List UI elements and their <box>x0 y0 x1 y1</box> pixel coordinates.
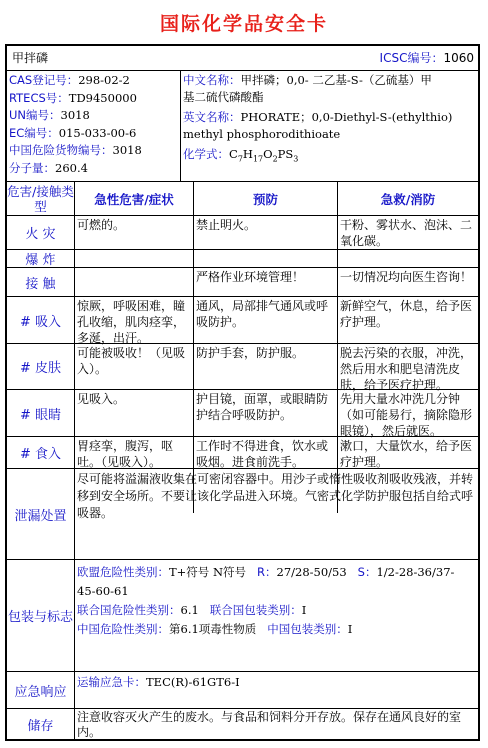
spill-label: 泄漏处置 <box>14 508 67 524</box>
packaging-label: 包装与标志 <box>7 610 73 625</box>
ec-label: EC编号： <box>9 125 59 140</box>
cn-pack-label: 中国包装类别： <box>267 622 348 636</box>
row-eyes-aid: 先用大量水冲洗几分钟（如可能易行，摘除隐形眼镜），然后就医。 <box>340 392 473 438</box>
chinese-name-value-2: 基二硫代磷酸酯 <box>183 89 264 104</box>
rtecs-label: RTECS号： <box>9 90 69 105</box>
cn-dangerous-goods-label: 中国危险货物编号： <box>9 143 113 158</box>
spill-text: 尽可能将溢漏液收集在可密闭容器中。用沙子或惰性吸收剂吸收残液，并转移到安全场所。不要让该化学品进入环境。气密式化学防护服包括自给式呼吸器。 <box>77 472 474 520</box>
cas-label: CAS登记号： <box>9 73 79 87</box>
molecular-weight-label: 分子量： <box>9 160 55 175</box>
chinese-name-value-1: 甲拌磷；0,0- 二乙基-S-（乙硫基）甲 <box>240 73 432 87</box>
storage-label: 储存 <box>27 718 54 734</box>
row-skin-aid: 脱去污染的衣服，冲洗，然后用水和肥皂清洗皮肤，给予医疗护理。 <box>340 346 473 392</box>
formula-value: $C_7H_{17}O_2PS_3$ <box>229 147 299 164</box>
divider <box>7 671 478 672</box>
s-value-1: 1/2-28-36/37- <box>376 565 455 579</box>
header-symptom: 急性危害/症状 <box>94 191 174 207</box>
row-eyes-symptom: 见吸入。 <box>77 392 126 406</box>
icsc-number <box>378 49 476 67</box>
emergency-block <box>75 673 478 691</box>
un-class-value: 6.1 <box>180 603 199 617</box>
row-contact-aid: 一切情况均向医生咨询！ <box>340 270 473 284</box>
row-skin-symptom: 可能被吸收！（见吸入）。 <box>77 346 186 376</box>
row-inhalation-symptom: 惊厥，呼吸困难，瞳孔收缩，肌肉痉挛，多涎，出汗。 <box>77 299 186 345</box>
row-skin-prevention: 防护手套，防护服。 <box>196 346 305 360</box>
row-ingestion-aid: 漱口，大量饮水，给予医疗护理。 <box>340 439 473 469</box>
safety-card-table <box>5 44 480 741</box>
s-value-2: 45-60-61 <box>77 584 129 598</box>
emergency-card-label: 运输应急卡： <box>77 675 146 689</box>
row-inhalation-prevention: 通风，局部排气通风或呼吸防护。 <box>196 299 329 329</box>
row-ingestion-symptom: 胃痉挛，腹泻，呕吐。（见吸入）。 <box>77 439 174 469</box>
chemical-name: 甲拌磷 <box>12 51 49 65</box>
row-skin-type: # 皮肤 <box>19 361 62 376</box>
divider <box>7 559 478 560</box>
storage-text: 注意收容灭火产生的废水。与食品和饲料分开存放。保存在通风良好的室内。 <box>77 710 462 739</box>
identifiers-block <box>7 71 180 179</box>
divider <box>7 249 478 250</box>
cn-pack-value: I <box>347 622 353 636</box>
english-name-value-1: PHORATE；0,0-Diethyl-S-(ethylthio) <box>240 110 453 124</box>
header-type: 危害/接触类型 <box>7 183 74 214</box>
packaging-block <box>75 562 478 640</box>
header-first-aid: 急救/消防 <box>380 191 436 207</box>
icsc-value: 1060 <box>443 51 474 65</box>
cn-class-label: 中国危险性类别： <box>77 622 169 636</box>
card-title: 国际化学品安全卡 <box>159 13 328 35</box>
un-pack-label: 联合国包装类别： <box>209 603 302 617</box>
un-pack-value: I <box>301 603 307 617</box>
row-inhalation-aid: 新鲜空气，休息，给予医疗护理。 <box>340 299 473 329</box>
rtecs-value: TD9450000 <box>68 90 137 105</box>
cn-dangerous-goods-value: 3018 <box>112 143 142 158</box>
eu-class-value: T+符号 N符号 <box>169 565 247 579</box>
row-fire-type: 火 灾 <box>25 227 56 242</box>
molecular-weight-value: 260.4 <box>55 160 88 175</box>
row-fire-prevention: 禁止明火。 <box>196 218 257 232</box>
row-ingestion-type: # 食入 <box>19 447 62 462</box>
icsc-label: ICSC编号： <box>379 51 444 65</box>
emergency-card-value: TEC(R)-61GT6-I <box>146 675 240 689</box>
un-class-label: 联合国危险性类别： <box>77 603 181 617</box>
row-fire-aid: 干粉、雾状水、泡沫、二氧化碳。 <box>340 218 473 248</box>
row-fire-symptom: 可燃的。 <box>77 218 126 232</box>
formula-label: 化学式： <box>183 147 229 161</box>
row-contact-type: 接 触 <box>25 276 56 292</box>
names-block <box>181 71 477 169</box>
chinese-name-label: 中文名称： <box>183 73 241 87</box>
r-label: R： <box>257 565 277 579</box>
r-value: 27/28-50/53 <box>276 565 347 579</box>
ec-value: 015-033-00-6 <box>58 125 137 140</box>
english-name-value-2: methyl phosphorodithioate <box>183 126 341 141</box>
row-eyes-type: # 眼睛 <box>19 407 62 423</box>
s-label: S： <box>357 565 377 579</box>
un-label: UN编号： <box>9 108 61 123</box>
row-contact-prevention: 严格作业环境管理！ <box>196 270 305 284</box>
row-inhalation-type: # 吸入 <box>19 314 62 330</box>
cas-value: 298-02-2 <box>78 73 130 87</box>
row-ingestion-prevention: 工作时不得进食，饮水或吸烟。进食前洗手。 <box>196 439 329 469</box>
emergency-label: 应急响应 <box>14 684 67 700</box>
row-explosion-type: 爆 炸 <box>25 253 56 268</box>
eu-class-label: 欧盟危险性类别： <box>77 565 169 579</box>
un-value: 3018 <box>60 108 90 123</box>
divider <box>7 468 478 469</box>
header-prevention: 预防 <box>252 191 278 207</box>
cn-class-value: 第6.1项毒性物质 <box>169 622 257 636</box>
english-name-label: 英文名称： <box>183 110 241 124</box>
row-eyes-prevention: 护目镜，面罩，或眼睛防护结合呼吸防护。 <box>196 392 329 422</box>
